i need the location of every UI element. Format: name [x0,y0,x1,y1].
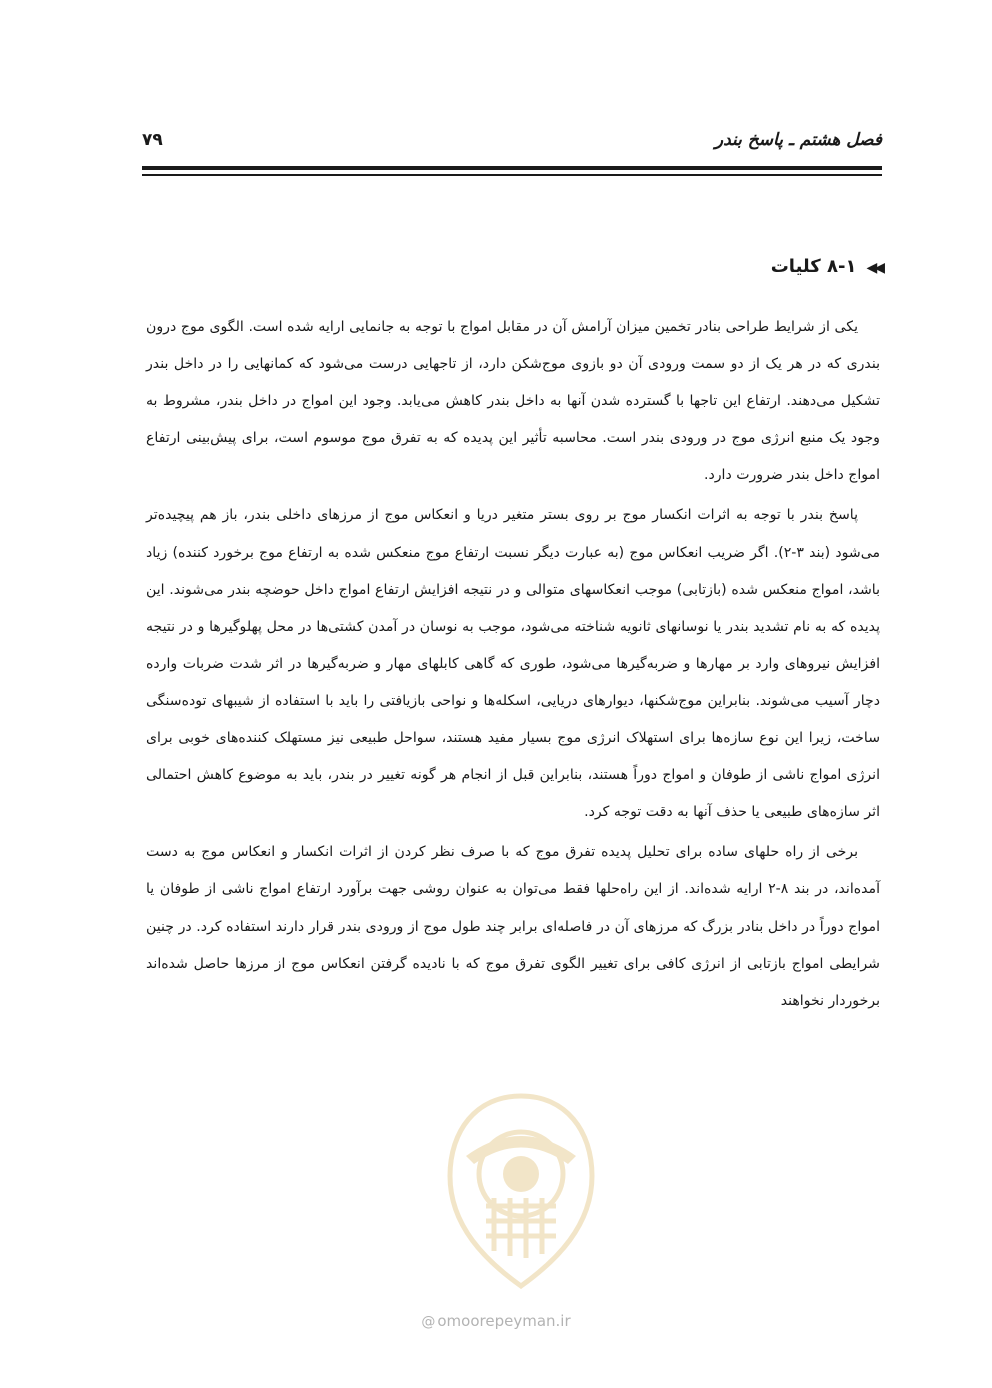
header-rule-thick [142,166,882,170]
header-rule-thin [142,174,882,176]
watermark-site-text: omoorepeyman.ir [437,1312,571,1330]
section-heading [771,256,882,277]
paragraph-1: یکی از شرایط طراحی بنادر تخمین میزان آرامش آن در مقابل امواج با توجه به جانمایی ارایه شده است. الگوی موج درون بندری که در هر یک از دو سمت ورودی آن دو بازوی موج‌شکن دارد، از تاجهایی درست می‌شود که کمانهایی را در داخل بندر تشکیل می‌دهند. ارتفاع این تاجها با گسترده شدن آنها به داخل بندر کاهش می‌یابد. وجود این امواج در داخل بندر، مشروط به وجود یک منبع انرژی موج در ورودی بندر است. محاسبه تأثیر این پدیده که به تفرق موج موسوم است، برای پیش‌بینی ارتفاع امواج داخل بندر ضرورت دارد. [146,319,880,484]
at-symbol-icon: @ [421,1314,436,1330]
section-heading-text: ۸-۱ کلیات [770,256,857,277]
paragraph-2: پاسخ بندر با توجه به اثرات انکسار موج بر روی بستر متغیر دریا و انعکاس موج از مرزهای داخلی بندر، باز هم پیچیده‌تر می‌شود (بند ۳-۲). اگر ضریب انعکاس موج (به عبارت دیگر نسبت ارتفاع موج منعکس شده به ارتفاع موج برخورد کننده) زیاد باشد، امواج منعکس شده (بازتابی) موجب انعکاسهای متوالی و در نتیجه افزایش ارتفاع امواج داخل حوضچه بندر می‌شوند. این پدیده که به نام تشدید بندر یا نوسانهای ثانویه شناخته می‌شود، موجب به نوسان در آمدن کشتی‌ها در محل پهلوگیرها و در نتیجه افزایش نیروهای وارد بر مهارها و ضربه‌گیرها می‌شود، طوری که گاهی کابلهای مهار و ضربه‌گیرها در اثر شدت ضربات وارده دچار آسیب می‌شوند. بنابراین موج‌شکنها، دیوارهای دریایی، اسکله‌ها و نواحی بازیافتی را باید با استفاده از شیبهای توده‌سنگی ساخت، زیرا این نوع سازه‌ها برای استهلاک انرژی موج بسیار مفید هستند، سواحل طبیعی نیز مستهلک کننده‌های خوبی برای انرژی امواج ناشی از طوفان و امواج دوراً هستند، بنابراین قبل از انجام هر گونه تغییر در بندر، باید به موضوع کاهش احتمالی اثر سازه‌های طبیعی یا حذف آنها به دقت توجه کرد. [146,507,880,821]
page-number: ۷۹ [142,130,163,150]
double-chevron-icon: ◀◀ [866,260,882,276]
watermark-site [0,1312,992,1330]
paragraph-3: برخی از راه حلهای ساده برای تحلیل پدیده تفرق موج که با صرف نظر کردن از اثرات انکسار و انعکاس موج به دست آمده‌اند، در بند ۸-۲ ارایه شده‌اند. از این راه‌حلها فقط می‌توان به عنوان روشی جهت برآورد ارتفاع امواج ناشی از طوفان یا امواج دوراً در داخل بنادر بزرگ که مرزهای آن در فاصله‌ای برابر چند طول موج از ورودی بندر قرار دارند استفاده کرد. در چنین شرایطی امواج بازتابی از انرژی کافی برای تغییر الگوی تفرق موج که با نادیده گرفتن انعکاس موج از مرزها حاصل شده‌اند برخوردار نخواهند [146,844,880,1009]
chapter-title: فصل هشتم ـ پاسخ بندر [714,130,882,150]
running-header [142,130,882,160]
body-text [146,309,880,1020]
emblem-logo-icon [436,1086,606,1296]
